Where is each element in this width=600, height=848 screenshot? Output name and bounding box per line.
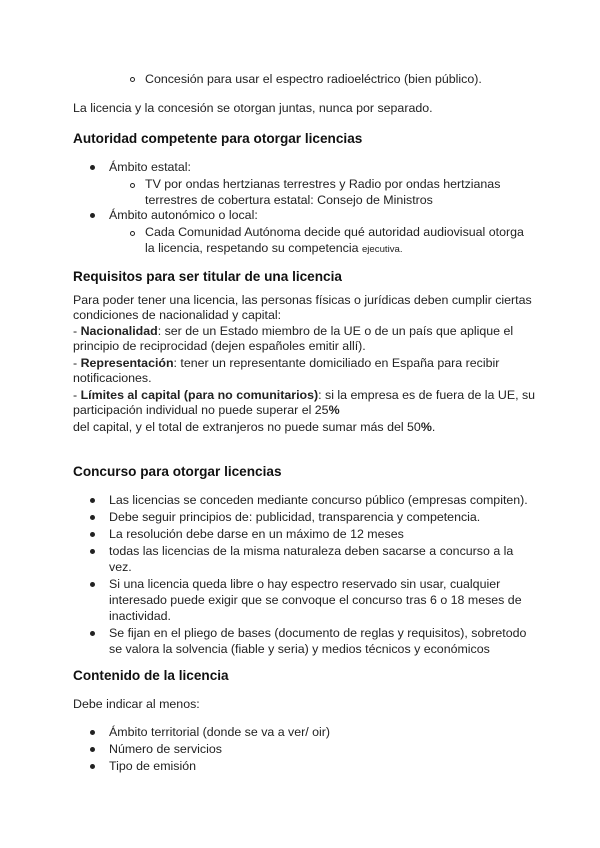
requisito-representacion-line2: notificaciones. — [73, 371, 152, 385]
circle-bullet-icon — [130, 183, 135, 188]
heading-contenido: Contenido de la licencia — [73, 668, 229, 683]
bullet-icon — [90, 213, 95, 218]
contenido-item: Ámbito territorial (donde se va a ver/ oir) — [109, 725, 331, 739]
sub-item-text: la licencia, respetando su competencia — [145, 241, 362, 255]
concurso-item-line: Si una licencia queda libre o hay espectro reservado sin usar, cualquier — [109, 577, 501, 591]
concurso-item-line: interesado puede exigir que se convoque el concurso tras 6 o 18 meses de — [109, 593, 522, 607]
heading-requisitos: Requisitos para ser titular de una licencia — [73, 269, 342, 284]
concurso-item-line: Las licencias se conceden mediante concurso público (empresas compiten). — [109, 493, 528, 507]
bullet-icon — [90, 532, 95, 537]
concurso-item-line: inactividad. — [109, 609, 171, 623]
heading-autoridad: Autoridad competente para otorgar licencias — [73, 131, 363, 146]
bullet-icon — [90, 498, 95, 503]
sub-item-concesion: Concesión para usar el espectro radioeléctrico (bien público). — [145, 72, 482, 86]
percent-sign: % — [420, 420, 432, 434]
sub-item-autonomico-line1: Cada Comunidad Autónoma decide qué autoridad audiovisual otorga — [145, 225, 524, 239]
requisitos-intro-line2: condiciones de nacionalidad y capital: — [73, 308, 282, 322]
requisito-text: : ser de un Estado miembro de la UE o de un país que aplique el — [157, 324, 514, 338]
sub-item-estatal-line2: terrestres de cobertura estatal: Consejo de Ministros — [145, 193, 433, 207]
sub-item-estatal-line1: TV por ondas hertzianas terrestres y Radio por ondas hertzianas — [145, 177, 501, 191]
dash: - — [73, 356, 81, 370]
requisitos-intro-line1: Para poder tener una licencia, las personas físicas o jurídicas deben cumplir ciertas — [73, 293, 532, 307]
concurso-item-line: vez. — [109, 560, 132, 574]
bullet-icon — [90, 165, 95, 170]
sub-item-text-small: ejecutiva. — [361, 244, 403, 255]
sub-item-autonomico-line2 — [145, 240, 403, 258]
circle-bullet-icon — [130, 231, 135, 236]
percent-sign: % — [328, 403, 340, 417]
bullet-icon — [90, 549, 95, 554]
concurso-item-line: Se fijan en el pliego de bases (documento de reglas y requisitos), sobretodo — [109, 626, 527, 640]
concurso-item-line: se valora la solvencia (fiable y seria) y medios técnicos y económicos — [109, 642, 490, 656]
bullet-icon — [90, 515, 95, 520]
dash: - — [73, 324, 81, 338]
requisito-label: Nacionalidad — [80, 324, 158, 338]
requisito-text: : si la empresa es de fuera de la UE, su — [318, 388, 536, 402]
requisito-text: . — [431, 420, 436, 434]
paragraph-licencia-concesion: La licencia y la concesión se otorgan juntas, nunca por separado. — [73, 101, 433, 115]
contenido-intro: Debe indicar al menos: — [73, 697, 200, 711]
requisito-label: Representación — [80, 356, 174, 370]
dash: - — [73, 388, 81, 402]
bullet-icon — [90, 747, 95, 752]
requisito-text: participación individual no puede superar el 25 — [73, 403, 329, 417]
list-item-ambito-estatal: Ámbito estatal: — [109, 160, 191, 174]
list-item-ambito-autonomico: Ámbito autonómico o local: — [109, 208, 258, 222]
requisito-nacionalidad-line1 — [73, 323, 513, 339]
bullet-icon — [90, 631, 95, 636]
requisito-label: Límites al capital (para no comunitarios) — [80, 388, 319, 402]
requisito-text: : tener un representante domiciliado en España para recibir — [173, 356, 500, 370]
requisito-representacion-line1 — [73, 355, 499, 371]
concurso-item-line: La resolución debe darse en un máximo de 12 meses — [109, 527, 404, 541]
contenido-item: Tipo de emisión — [109, 759, 197, 773]
concurso-item-line: todas las licencias de la misma naturaleza deben sacarse a concurso a la — [109, 544, 514, 558]
heading-concurso: Concurso para otorgar licencias — [73, 464, 282, 479]
contenido-item: Número de servicios — [109, 742, 222, 756]
requisito-limites-line3 — [73, 419, 435, 435]
bullet-icon — [90, 764, 95, 769]
circle-bullet-icon — [130, 77, 135, 82]
concurso-item-line: Debe seguir principios de: publicidad, transparencia y competencia. — [109, 510, 481, 524]
requisito-nacionalidad-line2: principio de reciprocidad (dejen españoles emitir allí). — [73, 339, 366, 353]
bullet-icon — [90, 730, 95, 735]
requisito-limites-line2 — [73, 402, 340, 418]
requisito-limites-line1 — [73, 387, 535, 403]
bullet-icon — [90, 582, 95, 587]
requisito-text: del capital, y el total de extranjeros no puede sumar más del 50 — [73, 420, 421, 434]
